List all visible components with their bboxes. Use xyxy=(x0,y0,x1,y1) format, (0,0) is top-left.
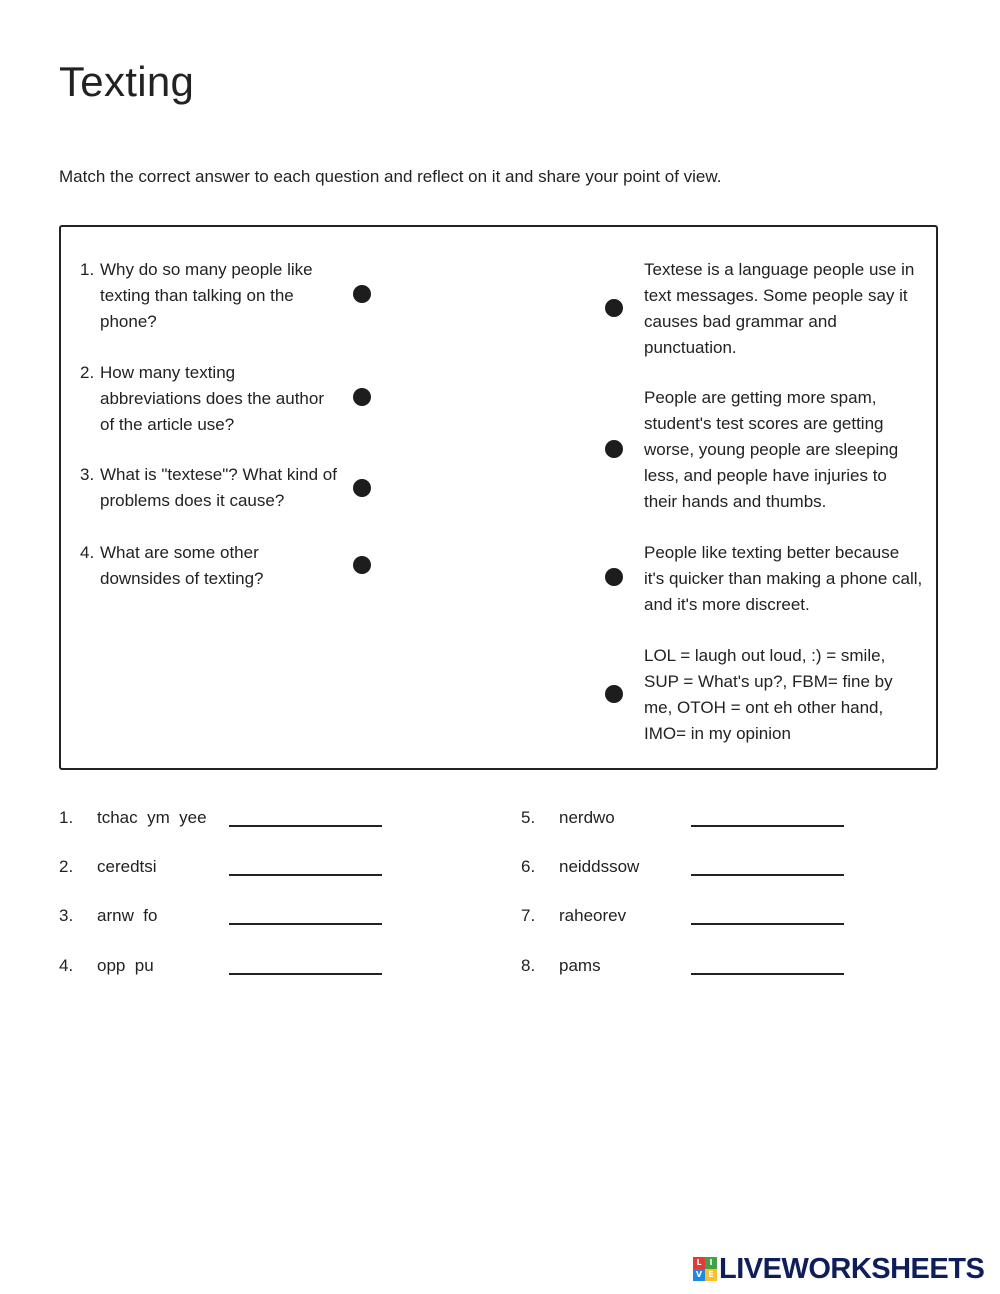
logo-letter: E xyxy=(705,1269,717,1281)
scramble-number: 8. xyxy=(521,956,536,975)
answer-2-match-dot[interactable] xyxy=(605,440,623,458)
answer-blank-6[interactable] xyxy=(691,874,844,876)
question-text: Why do so many people like texting than talking on the phone? xyxy=(100,260,313,331)
answer-blank-2[interactable] xyxy=(229,874,382,876)
scrambled-word: raheorev xyxy=(559,906,627,925)
question-number: 4. xyxy=(80,543,95,562)
question-number: 1. xyxy=(80,260,95,279)
brand-name: LIVEWORKSHEETS xyxy=(719,1252,985,1285)
question-2-match-dot[interactable] xyxy=(353,388,371,406)
answer-4-match-dot[interactable] xyxy=(605,685,623,703)
scrambled-word: neiddssow xyxy=(559,857,640,876)
scramble-item-6 xyxy=(521,857,851,881)
question-2 xyxy=(80,360,340,438)
scrambled-word: opp pu xyxy=(97,956,154,975)
scrambled-word: pams xyxy=(559,956,601,975)
scrambled-word: tchac ym yee xyxy=(97,808,207,827)
scramble-number: 6. xyxy=(521,857,536,876)
question-text: What is "textese"? What kind of problems does it cause? xyxy=(100,465,337,510)
answer-blank-7[interactable] xyxy=(691,923,844,925)
question-1-match-dot[interactable] xyxy=(353,285,371,303)
answer-4-text: LOL = laugh out loud, :) = smile, SUP = What's up?, FBM= fine by me, OTOH = ont eh other hand, IMO= in my opinion xyxy=(644,646,893,743)
scrambled-word: ceredtsi xyxy=(97,857,157,876)
answer-3-match-dot[interactable] xyxy=(605,568,623,586)
scrambled-word: nerdwo xyxy=(559,808,615,827)
answer-blank-4[interactable] xyxy=(229,973,382,975)
scramble-item-2 xyxy=(59,857,389,881)
question-number: 3. xyxy=(80,465,95,484)
scramble-item-5 xyxy=(521,808,851,832)
scramble-number: 4. xyxy=(59,956,74,975)
scramble-item-4 xyxy=(59,956,389,980)
scramble-number: 1. xyxy=(59,808,74,827)
scramble-number: 5. xyxy=(521,808,536,827)
answer-blank-5[interactable] xyxy=(691,825,844,827)
liveworksheets-logo-icon xyxy=(693,1257,717,1281)
answer-1-match-dot[interactable] xyxy=(605,299,623,317)
scramble-item-8 xyxy=(521,956,851,980)
scramble-item-1 xyxy=(59,808,389,832)
answer-blank-8[interactable] xyxy=(691,973,844,975)
question-4 xyxy=(80,540,340,592)
question-1 xyxy=(80,257,340,335)
question-3-match-dot[interactable] xyxy=(353,479,371,497)
instructions-text: Match the correct answer to each question and reflect on it and share your point of view. xyxy=(59,167,722,186)
logo-letter: V xyxy=(693,1269,705,1281)
scramble-item-3 xyxy=(59,906,389,930)
question-text: What are some other downsides of texting? xyxy=(100,543,264,588)
question-4-match-dot[interactable] xyxy=(353,556,371,574)
scramble-number: 7. xyxy=(521,906,536,925)
answer-blank-1[interactable] xyxy=(229,825,382,827)
answer-2-text: People are getting more spam, student's test scores are getting worse, young people are sleeping less, and people have injuries to their hands and thumbs. xyxy=(644,388,899,511)
question-3 xyxy=(80,462,340,514)
logo-letter: L xyxy=(693,1257,705,1269)
answer-3-text: People like texting better because it's quicker than making a phone call, and it's more discreet. xyxy=(644,543,923,614)
liveworksheets-brand xyxy=(693,1254,984,1284)
scramble-number: 3. xyxy=(59,906,74,925)
answer-blank-3[interactable] xyxy=(229,923,382,925)
question-text: How many texting abbreviations does the author of the article use? xyxy=(100,363,324,434)
scrambled-word: arnw fo xyxy=(97,906,158,925)
logo-letter: I xyxy=(705,1257,717,1269)
worksheet-title: Texting xyxy=(59,58,195,105)
scramble-item-7 xyxy=(521,906,851,930)
answer-1-text: Textese is a language people use in text messages. Some people say it causes bad grammar and punctuation. xyxy=(644,260,915,357)
scramble-number: 2. xyxy=(59,857,74,876)
question-number: 2. xyxy=(80,363,95,382)
